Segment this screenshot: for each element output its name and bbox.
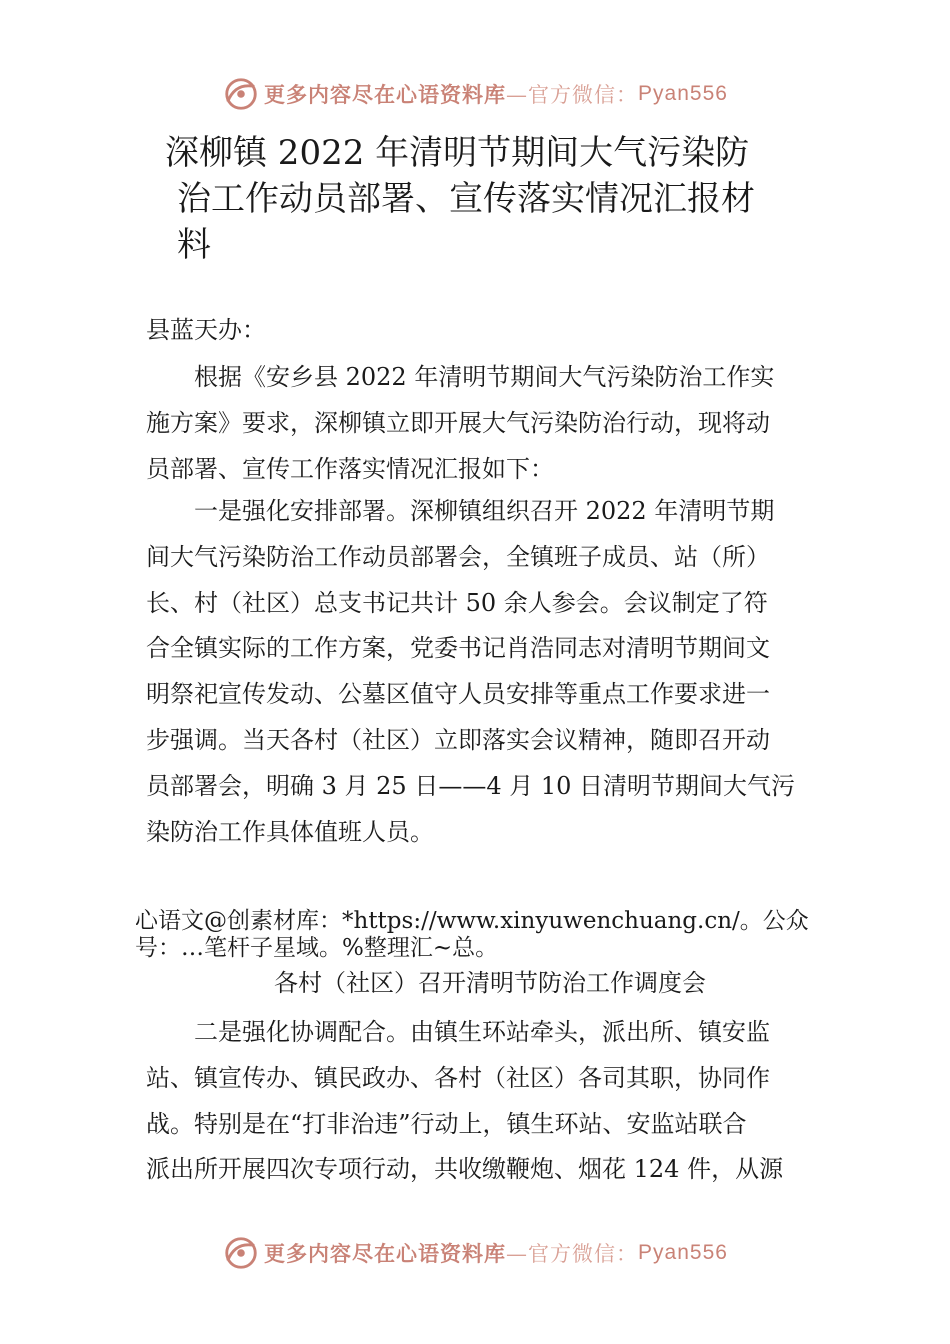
banner-wechat-id: Pyan556 xyxy=(638,82,728,105)
watermark-text xyxy=(135,908,835,962)
paragraph-line: 长、村（社区）总支书记共计 50 余人参会。会议制定了符 xyxy=(146,588,768,617)
footer-banner xyxy=(0,1231,950,1275)
brand-logo-icon xyxy=(222,75,260,113)
title-line: 治工作动员部署、宣传落实情况汇报材 xyxy=(177,179,755,219)
paragraph-line: 一是强化安排部署。深柳镇组织召开 2022 年清明节期 xyxy=(146,497,775,525)
banner-sub-text: —官方微信： xyxy=(506,1242,639,1266)
salutation-text: 县蓝天办： xyxy=(146,316,266,344)
banner-main-text: 更多内容尽在心语资料库 xyxy=(264,82,507,107)
paragraph-intro xyxy=(146,355,816,492)
title-line: 深柳镇 2022 年清明节期间大气污染防 xyxy=(165,133,750,173)
paragraph-line: 员部署会，明确 3 月 25 日——4 月 10 日清明节期间大气污 xyxy=(146,771,796,800)
paragraph-line: 间大气污染防治工作动员部署会，全镇班子成员、站（所） xyxy=(146,542,770,571)
paragraph-line: 二是强化协调配合。由镇生环站牵头，派出所、镇安监 xyxy=(146,1018,770,1046)
paragraph-line: 根据《安乡县 2022 年清明节期间大气污染防治工作实 xyxy=(146,363,775,391)
paragraph-line: 染防治工作具体值班人员。 xyxy=(146,817,434,846)
banner-sub-text: —官方微信： xyxy=(506,83,639,107)
paragraph-line: 明祭祀宣传发动、公墓区值守人员安排等重点工作要求进一 xyxy=(146,680,770,709)
paragraph-deployment xyxy=(146,489,816,855)
paragraph-line: 合全镇实际的工作方案，党委书记肖浩同志对清明节期间文 xyxy=(146,634,770,663)
title-line: 料 xyxy=(177,225,211,265)
paragraph-line: 员部署、宣传工作落实情况汇报如下： xyxy=(146,454,554,483)
banner-main-text: 更多内容尽在心语资料库 xyxy=(264,1241,507,1266)
header-banner xyxy=(0,72,950,116)
paragraph-line: 派出所开展四次专项行动，共收缴鞭炮、烟花 124 件，从源 xyxy=(146,1155,784,1184)
brand-logo-icon xyxy=(222,1234,260,1272)
paragraph-line: 战。特别是在“打非治违”行动上，镇生环站、安监站联合 xyxy=(146,1109,747,1138)
paragraph-coordination xyxy=(146,1010,816,1193)
watermark-line: 号：…笔杆子星域。%整理汇~总。 xyxy=(135,935,499,961)
image-caption: 各村（社区）召开清明节防治工作调度会 xyxy=(274,969,706,997)
paragraph-line: 站、镇宣传办、镇民政办、各村（社区）各司其职，协同作 xyxy=(146,1063,770,1092)
watermark-line: 心语文@创素材库：*https://www.xinyuwenchuang.cn/。公众 xyxy=(135,908,809,934)
document-title xyxy=(165,130,785,268)
salutation xyxy=(146,308,816,354)
banner-wechat-id: Pyan556 xyxy=(638,1241,728,1264)
paragraph-line: 步强调。当天各村（社区）立即落实会议精神，随即召开动 xyxy=(146,725,770,754)
paragraph-line: 施方案》要求，深柳镇立即开展大气污染防治行动，现将动 xyxy=(146,408,770,437)
